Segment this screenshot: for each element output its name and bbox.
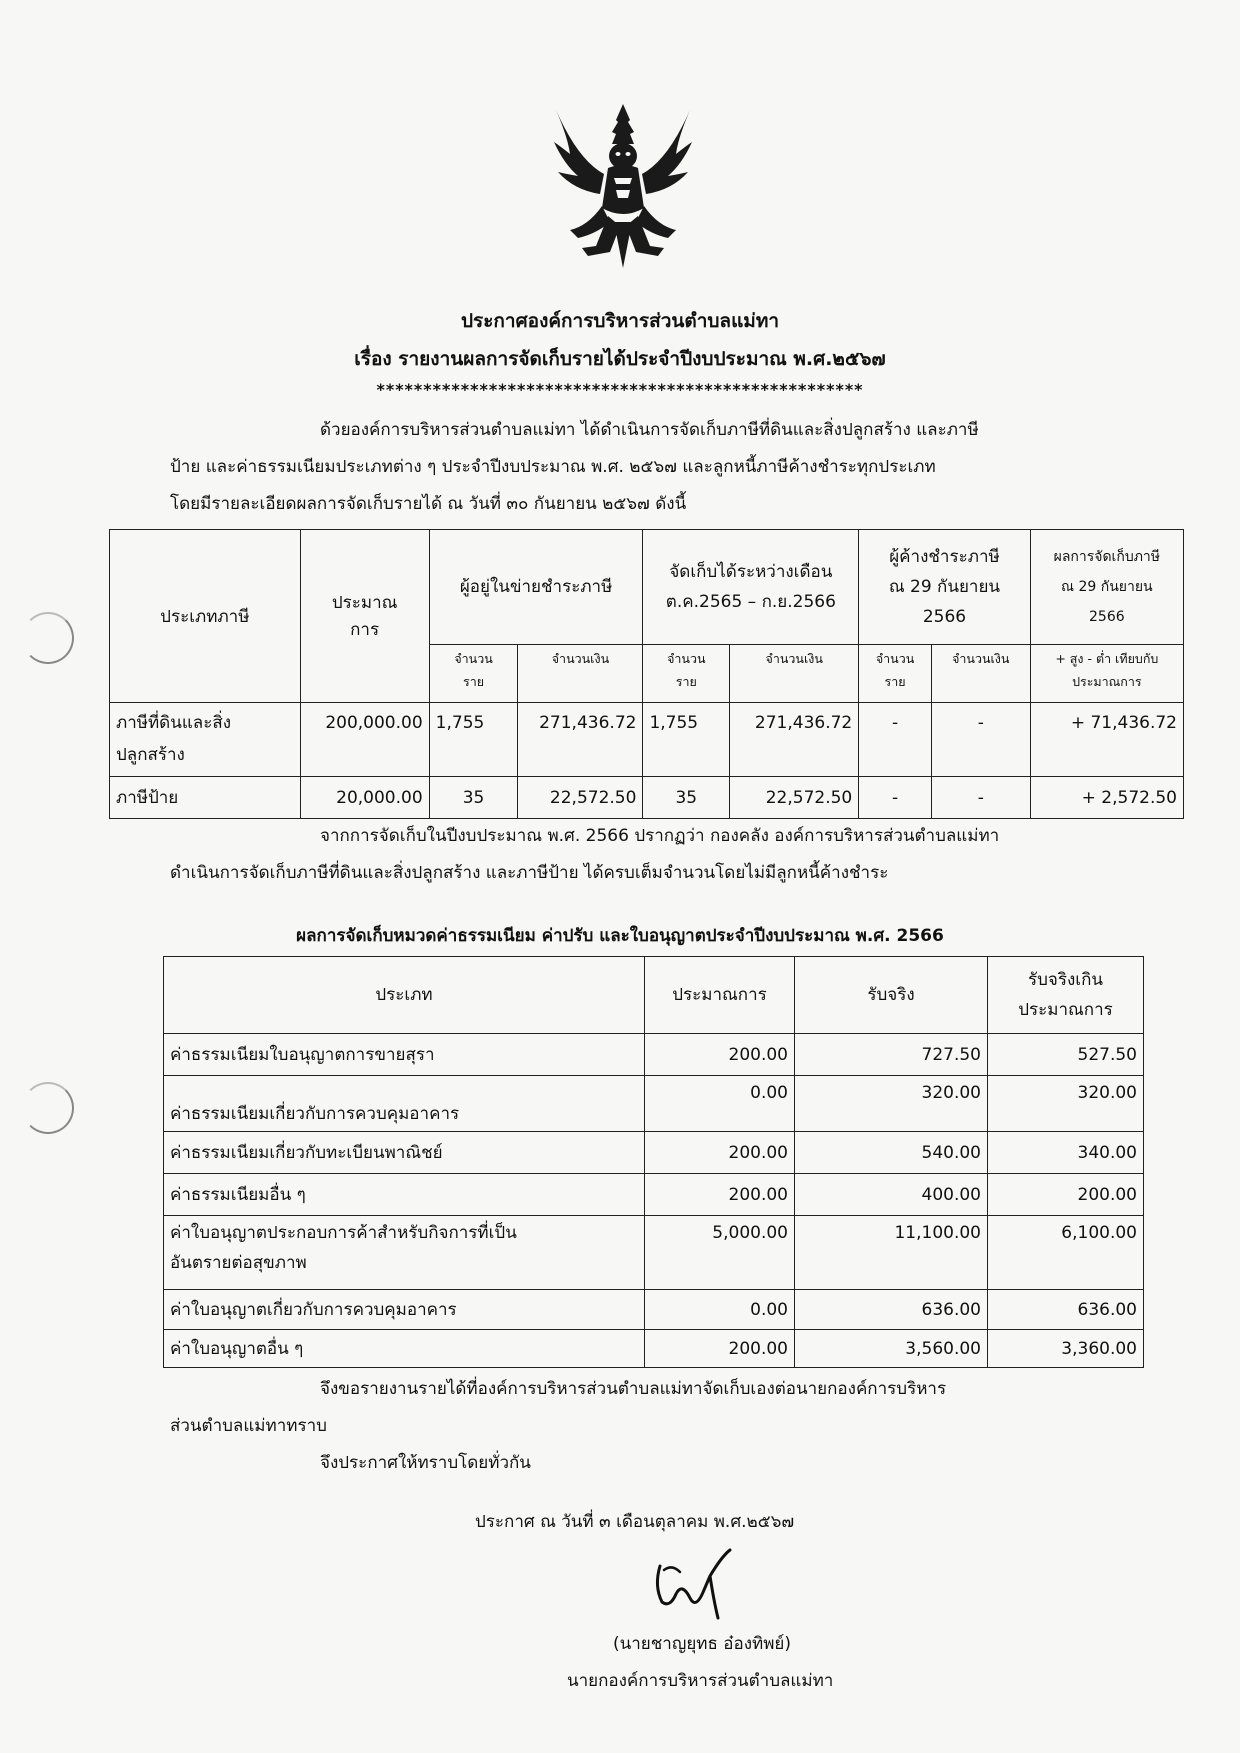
fee-budget-cell: 200.00	[645, 1034, 795, 1076]
signer-position: นายกองค์การบริหารส่วนตำบลแม่ทา	[567, 1671, 834, 1691]
fee-budget-cell: 0.00	[645, 1290, 795, 1330]
fee-type-line-2: อันตรายต่อสุขภาพ	[170, 1253, 307, 1273]
summary-line-2: ดำเนินการจัดเก็บภาษีที่ดินและสิ่งปลูกสร้าง และภาษีป้าย ได้ครบเต็มจำนวนโดยไม่มีลูกหนี้ค้างชำระ	[170, 863, 889, 883]
fee-budget-cell: 200.00	[645, 1132, 795, 1174]
tax-type-line-2: ปลูกสร้าง	[116, 745, 185, 765]
header-result-line-1: ผลการจัดเก็บภาษี	[1053, 549, 1161, 565]
payer-amount-cell: 271,436.72	[518, 703, 643, 777]
payer-count-cell: 1,755	[429, 703, 518, 777]
header-fee-actual: รับจริง	[795, 957, 988, 1034]
closing-line-3: จึงประกาศให้ทราบโดยทั่วกัน	[320, 1453, 531, 1473]
payer-amount-cell: 22,572.50	[518, 777, 643, 819]
handwritten-signature	[640, 1546, 760, 1626]
fee-actual-cell: 400.00	[795, 1174, 988, 1216]
header-fee-budget: ประมาณการ	[645, 957, 795, 1034]
closing-line-2: ส่วนตำบลแม่ทาทราบ	[170, 1416, 327, 1436]
collected-amount-cell: 22,572.50	[730, 777, 859, 819]
tax-collection-table	[109, 529, 1184, 819]
fee-type-cell: ค่าธรรมเนียมเกี่ยวกับการควบคุมอาคาร	[164, 1076, 645, 1132]
count-label-line-1: จำนวน	[667, 651, 706, 666]
intro-line-2: ป้าย และค่าธรรมเนียมประเภทต่าง ๆ ประจำปีงบประมาณ พ.ศ. ๒๕๖๗ และลูกหนี้ภาษีค้างชำระทุกประเภท	[170, 457, 936, 477]
table-row	[164, 1330, 1144, 1368]
diff-cell: + 2,572.50	[1030, 777, 1183, 819]
announcement-subject: เรื่อง รายงานผลการจัดเก็บรายได้ประจำปีงบประมาณ พ.ศ.๒๕๖๗	[354, 348, 886, 370]
subheader-collected-count	[643, 645, 730, 703]
header-arrears	[859, 530, 1030, 645]
header-fee-over	[988, 957, 1144, 1034]
arrears-count-cell: -	[859, 777, 932, 819]
header-fee-type: ประเภท	[164, 957, 645, 1034]
collected-count-cell: 35	[643, 777, 730, 819]
announcement-date: ประกาศ ณ วันที่ ๓ เดือนตุลาคม พ.ศ.๒๕๖๗	[475, 1512, 795, 1532]
punch-hole-bottom	[22, 1082, 74, 1134]
table-row	[110, 777, 1184, 819]
fee-over-cell: 636.00	[988, 1290, 1144, 1330]
fee-type-cell	[164, 1216, 645, 1290]
count-label-line-2: ราย	[884, 674, 906, 689]
intro-line-3: โดยมีรายละเอียดผลการจัดเก็บรายได้ ณ วันที่ ๓๐ กันยายน ๒๕๖๗ ดังนี้	[170, 494, 687, 514]
intro-line-1: ด้วยองค์การบริหารส่วนตำบลแม่ทา ได้ดำเนินการจัดเก็บภาษีที่ดินและสิ่งปลูกสร้าง และภาษี	[320, 420, 979, 440]
header-collected-line-1: จัดเก็บได้ระหว่างเดือน	[669, 562, 833, 582]
fee-actual-cell: 320.00	[795, 1076, 988, 1132]
arrears-amount-cell: -	[931, 703, 1030, 777]
collected-count-cell: 1,755	[643, 703, 730, 777]
subheader-diff	[1030, 645, 1183, 703]
count-label-line-2: ราย	[675, 674, 697, 689]
fee-over-cell: 6,100.00	[988, 1216, 1144, 1290]
diff-cell: + 71,436.72	[1030, 703, 1183, 777]
count-label-line-1: จำนวน	[454, 651, 493, 666]
budget-cell: 200,000.00	[300, 703, 429, 777]
subheader-arrears-count	[859, 645, 932, 703]
count-label-line-1: จำนวน	[875, 651, 915, 666]
fee-actual-cell: 727.50	[795, 1034, 988, 1076]
fee-budget-cell: 5,000.00	[645, 1216, 795, 1290]
punch-hole-top	[22, 612, 74, 664]
subheader-payer-count	[429, 645, 518, 703]
fee-actual-cell: 11,100.00	[795, 1216, 988, 1290]
header-tax-type: ประเภทภาษี	[110, 530, 301, 703]
closing-line-1: จึงขอรายงานรายได้ที่องค์การบริหารส่วนตำบลแม่ทาจัดเก็บเองต่อนายกองค์การบริหาร	[320, 1379, 947, 1399]
collected-amount-cell: 271,436.72	[730, 703, 859, 777]
signer-name: (นายชาญยุทธ อ๋องทิพย์)	[613, 1634, 792, 1654]
header-result-line-3: 2566	[1089, 609, 1125, 625]
fee-over-cell: 320.00	[988, 1076, 1144, 1132]
table-row	[164, 1216, 1144, 1290]
header-arrears-line-2: ณ 29 กันยายน	[888, 577, 1001, 597]
fee-collection-table	[163, 956, 1144, 1368]
fee-type-cell: ค่าธรรมเนียมเกี่ยวกับทะเบียนพาณิชย์	[164, 1132, 645, 1174]
garuda-emblem-icon	[548, 98, 698, 274]
fee-over-cell: 527.50	[988, 1034, 1144, 1076]
fee-over-cell: 200.00	[988, 1174, 1144, 1216]
fee-budget-cell: 200.00	[645, 1330, 795, 1368]
fee-type-cell: ค่าใบอนุญาตอื่น ๆ	[164, 1330, 645, 1368]
header-result	[1030, 530, 1183, 645]
fee-type-cell: ค่าใบอนุญาตเกี่ยวกับการควบคุมอาคาร	[164, 1290, 645, 1330]
header-fee-over-line-1: รับจริงเกิน	[1027, 970, 1104, 990]
header-budget	[300, 530, 429, 703]
fee-type-cell: ค่าธรรมเนียมใบอนุญาตการขายสุรา	[164, 1034, 645, 1076]
payer-count-cell: 35	[429, 777, 518, 819]
fee-type-line-1: ค่าใบอนุญาตประกอบการค้าสำหรับกิจการที่เป็น	[170, 1223, 517, 1243]
fee-budget-cell: 200.00	[645, 1174, 795, 1216]
fee-type-cell: ค่าธรรมเนียมอื่น ๆ	[164, 1174, 645, 1216]
diff-label-line-2: ประมาณการ	[1072, 674, 1142, 689]
table-row	[164, 1290, 1144, 1330]
arrears-count-cell: -	[859, 703, 932, 777]
header-result-line-2: ณ 29 กันยายน	[1061, 579, 1153, 595]
table-row	[164, 1132, 1144, 1174]
announcement-title: ประกาศองค์การบริหารส่วนตำบลแม่ทา	[460, 310, 780, 332]
fee-budget-cell: 0.00	[645, 1076, 795, 1132]
fee-actual-cell: 540.00	[795, 1132, 988, 1174]
header-budget-line-1: ประมาณ	[331, 593, 398, 613]
tax-type-line-1: ภาษีที่ดินและสิ่ง	[116, 713, 232, 733]
count-label-line-2: ราย	[463, 674, 485, 689]
fee-actual-cell: 636.00	[795, 1290, 988, 1330]
arrears-amount-cell: -	[931, 777, 1030, 819]
header-in-network: ผู้อยู่ในข่ายชำระภาษี	[429, 530, 643, 645]
header-budget-line-2: การ	[350, 620, 380, 640]
budget-cell: 20,000.00	[300, 777, 429, 819]
diff-label-line-1: + สูง - ต่ำ เทียบกับ	[1055, 651, 1159, 666]
fee-actual-cell: 3,560.00	[795, 1330, 988, 1368]
tax-type-line-1: ภาษีป้าย	[116, 788, 179, 808]
fee-table-title: ผลการจัดเก็บหมวดค่าธรรมเนียม ค่าปรับ และใบอนุญาตประจำปีงบประมาณ พ.ศ. 2566	[296, 926, 944, 946]
header-collected-line-2: ต.ค.2565 – ก.ย.2566	[665, 592, 836, 612]
title-divider: ****************************************************	[376, 380, 864, 399]
fee-over-cell: 3,360.00	[988, 1330, 1144, 1368]
table-row	[164, 1174, 1144, 1216]
tax-type-cell	[110, 703, 301, 777]
header-arrears-line-3: 2566	[922, 607, 967, 627]
header-arrears-line-1: ผู้ค้างชำระภาษี	[889, 547, 1000, 567]
table-row	[110, 703, 1184, 777]
subheader-arrears-amount: จำนวนเงิน	[931, 645, 1030, 703]
table-row	[164, 1034, 1144, 1076]
table-row	[164, 1076, 1144, 1132]
header-fee-over-line-2: ประมาณการ	[1018, 1000, 1113, 1020]
summary-line-1: จากการจัดเก็บในปีงบประมาณ พ.ศ. 2566 ปรากฏว่า กองคลัง องค์การบริหารส่วนตำบลแม่ทา	[320, 826, 1000, 846]
subheader-collected-amount: จำนวนเงิน	[730, 645, 859, 703]
tax-type-cell	[110, 777, 301, 819]
header-collected	[643, 530, 859, 645]
fee-over-cell: 340.00	[988, 1132, 1144, 1174]
subheader-payer-amount: จำนวนเงิน	[518, 645, 643, 703]
